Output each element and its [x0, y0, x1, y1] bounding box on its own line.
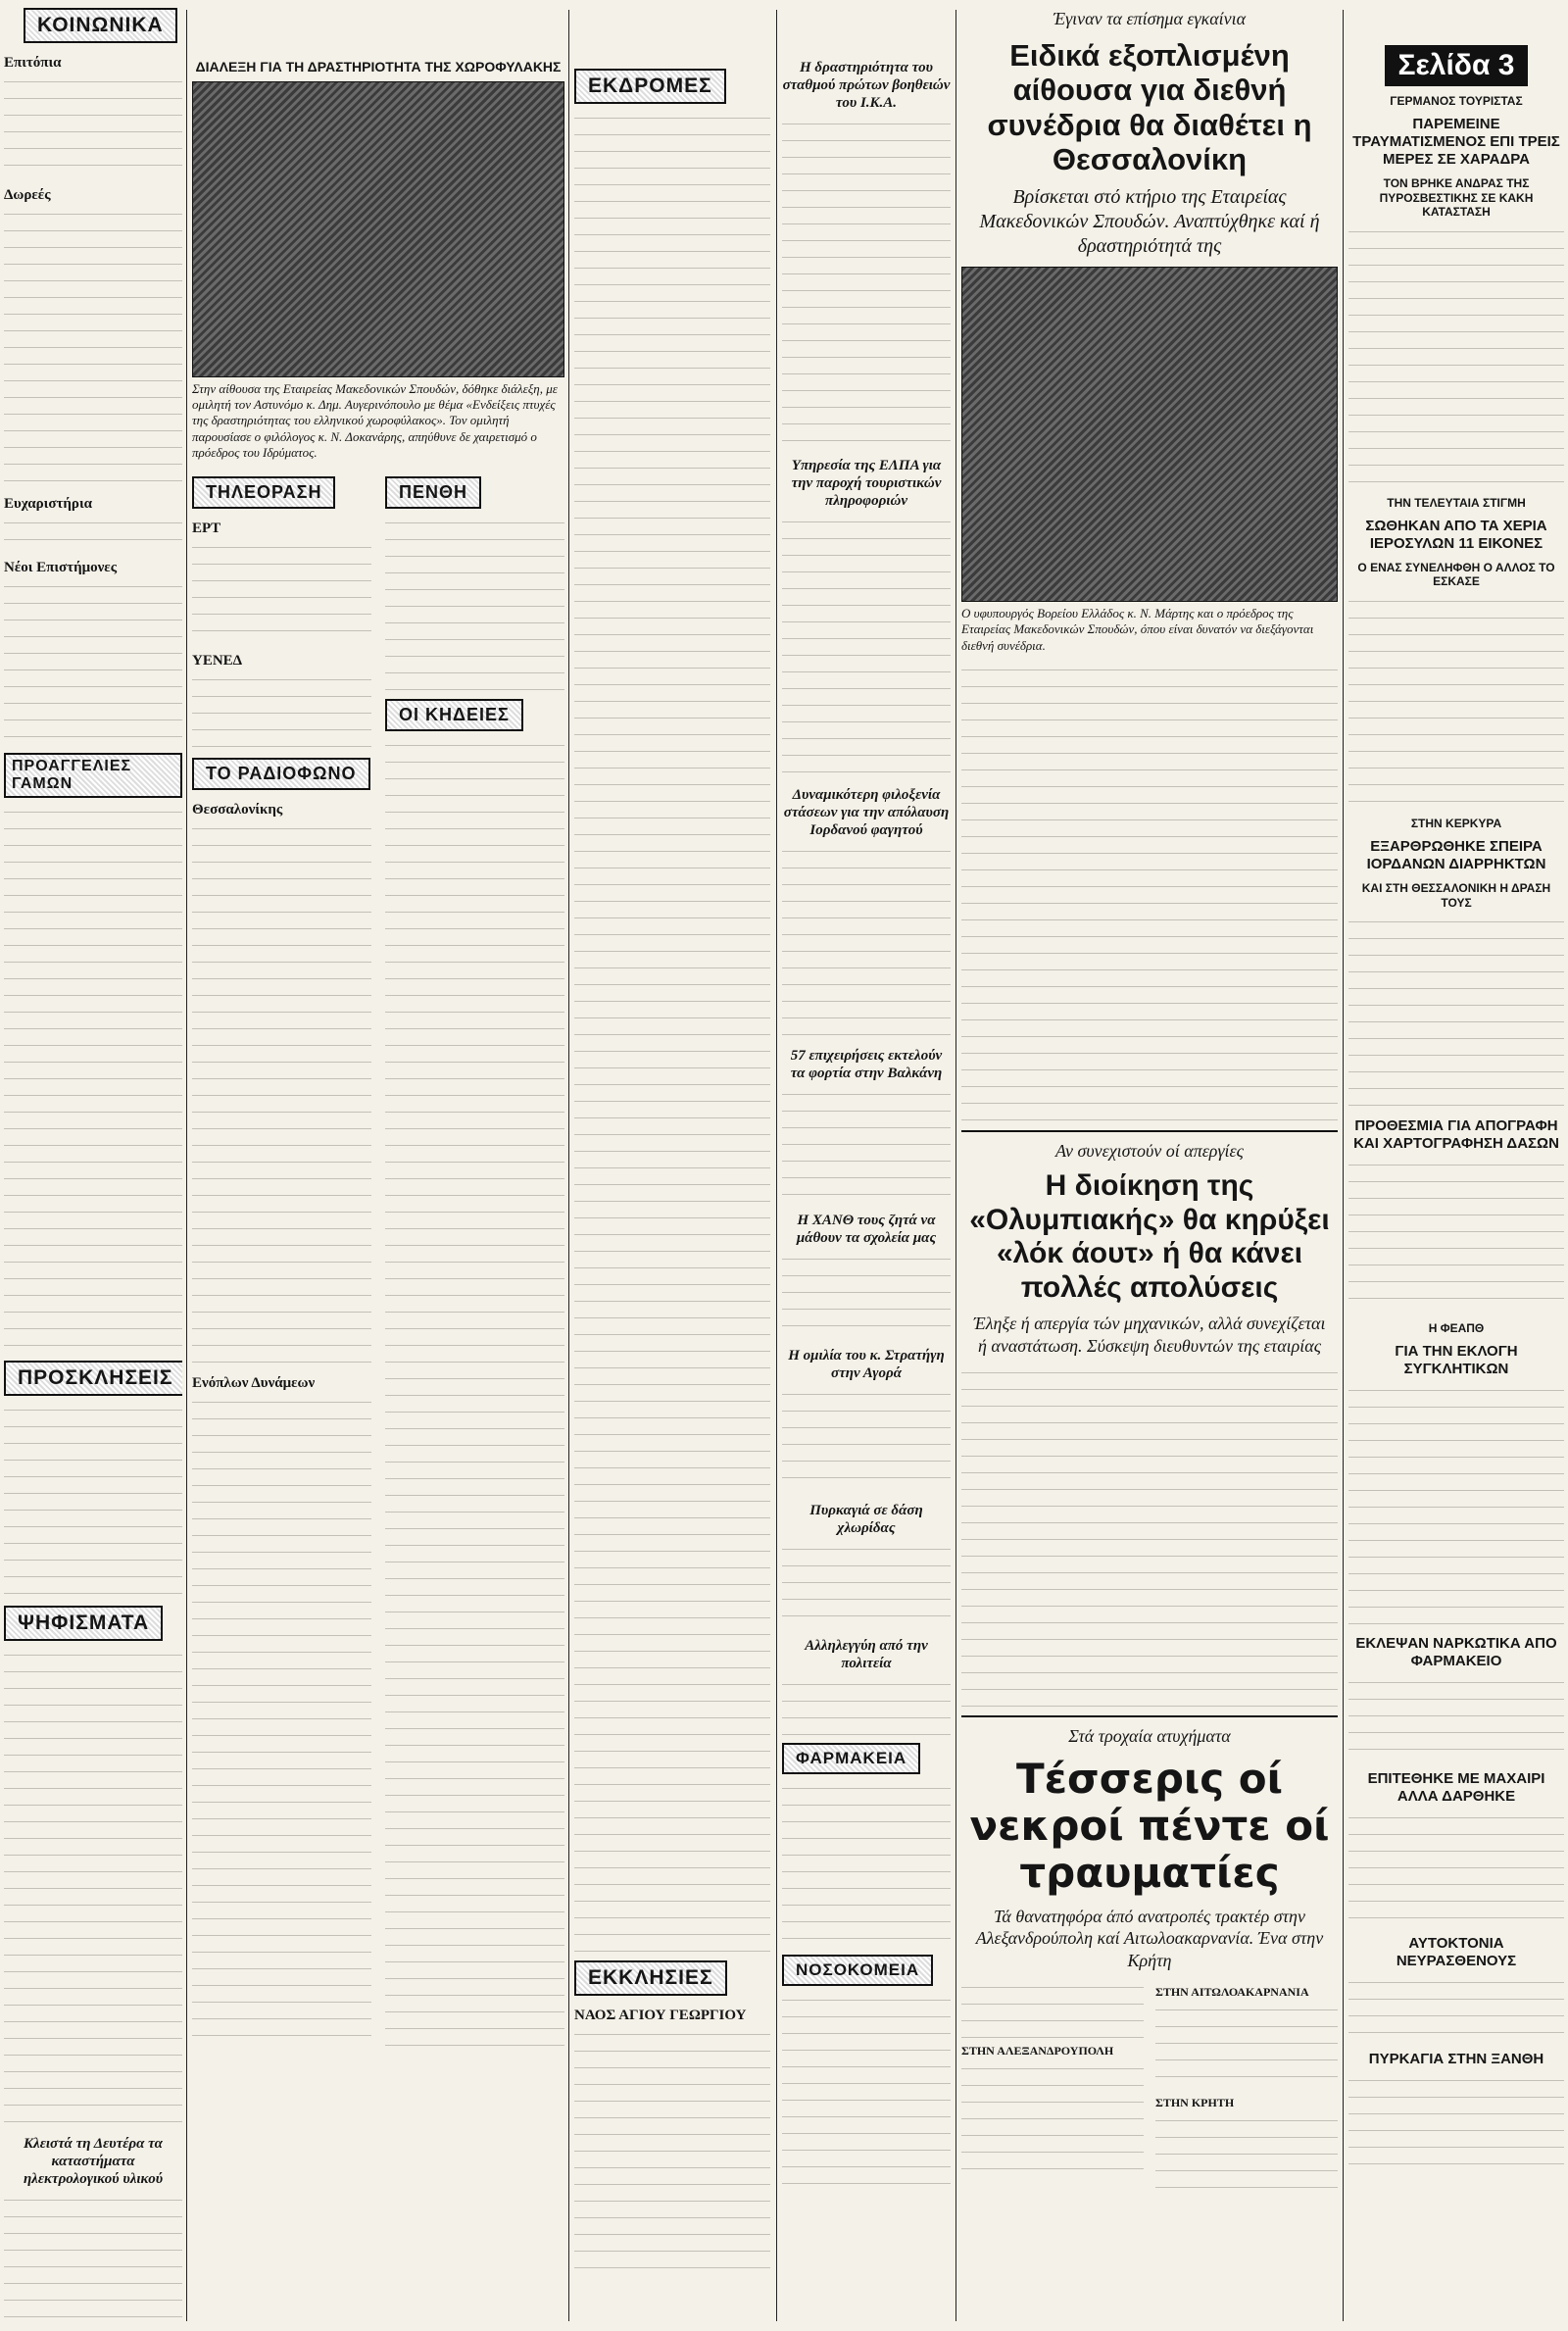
- main-headline: Ειδικά εξοπλισμένη αίθουσα για διεθνή συνέδρια θα διαθέτει η Θεσσαλονίκη: [987, 37, 1312, 177]
- yened-label: ΥΕΝΕΔ: [192, 653, 243, 670]
- hospital-listing: [782, 1992, 951, 2188]
- column-five: [961, 0, 1338, 2331]
- excursion-listings: [574, 110, 770, 1953]
- article-heading: ΓΙΑ ΤΗΝ ΕΚΛΟΓΗ ΣΥΓΚΛΗΤΙΚΩΝ: [1395, 1343, 1518, 1378]
- accidents-headline: Τέσσερις οί νεκροί πέντε οί τραυματίες: [969, 1754, 1330, 1898]
- article-text: [4, 1402, 182, 1598]
- article-heading: ΠΥΡΚΑΓΙΑ ΣΤΗΝ ΞΑΝΘΗ: [1368, 2051, 1544, 2068]
- article-text: [961, 1979, 1144, 2038]
- article-text: [782, 1386, 951, 1494]
- tv-listing: [192, 539, 371, 647]
- article-text: [4, 578, 182, 745]
- tv-header: ΤΗΛΕΟΡΑΣΗ: [192, 476, 335, 509]
- photo-caption: Ο υφυπουργός Βορείου Ελλάδος κ. Ν. Μάρτης και ο πρόεδρος της Εταιρείας Μακεδονικών Σπουδών, όπου είναι δυνατόν να διεξάγονται διεθνή συνέδρια.: [961, 606, 1314, 653]
- inauguration-photo: [961, 267, 1338, 602]
- main-deck: Βρίσκεται στό κτήριο της Εταιρείας Μακεδονικών Σπουδών. Αναπτύχθηκε καί ή δραστηριότητά της: [979, 186, 1320, 258]
- article-text: [1155, 2112, 1338, 2191]
- radio-listing: [192, 1394, 371, 2041]
- article-heading: Υπηρεσία της ΕΛΠΑ για την παροχή τουριστικών πληροφοριών: [791, 458, 942, 509]
- photo-caption: Στην αίθουσα της Εταιρείας Μακεδονικών Σπουδών, δόθηκε διάλεξη, με ομιλητή τον Αστυνόμο κ. Δημ. Αυγερινόπουλο με θέμα «Ενδείξεις πτυχές της δραστηριότητας του ελληνικού χωροφύλακος». Τον ομιλητή παρουσίασε ο φιλόλογος κ. Ν. Δοκανάρης, απηύθυνε δε χαιρετισμό ο πρόεδρος του Ιδρύματος.: [192, 380, 558, 460]
- article-text: [961, 662, 1338, 1122]
- resolutions-header: ΨΗΦΙΣΜΑΤΑ: [4, 1606, 163, 1641]
- marriage-banner: ΠΡΟΑΓΓΕΛΙΕΣ ΓΑΜΩΝ: [4, 753, 182, 798]
- article-text: [782, 843, 951, 1039]
- article-heading: ΕΠΙΤΕΘΗΚΕ ΜΕ ΜΑΧΑΙΡΙ ΑΛΛΑ ΔΑΡΘΗΚΕ: [1367, 1770, 1545, 1806]
- article-text: [782, 1676, 951, 1735]
- section-subheading: ΣΤΗΝ ΑΙΤΩΛΟΑΚΑΡΝΑΝΙΑ: [1155, 1985, 1309, 2000]
- article-heading: Η ΦΕΑΠΘ: [1428, 1320, 1485, 1335]
- radio-station-label: Θεσσαλονίκης: [192, 802, 283, 818]
- article-text: [1348, 1674, 1564, 1762]
- column-four: [782, 0, 951, 2331]
- article-heading: Η ΧΑΝΘ τους ζητά να μάθουν τα σχολεία μας: [796, 1213, 937, 1246]
- divider: [961, 1130, 1338, 1132]
- church-text: [574, 2026, 770, 2271]
- hospitals-header: ΝΟΣΟΚΟΜΕΙΑ: [782, 1955, 933, 1986]
- ert-label: ΕΡΤ: [192, 521, 221, 537]
- article-text: [4, 206, 182, 490]
- mourning-header: ΠΕΝΘΗ: [385, 476, 481, 509]
- lecture-hall-photo: [192, 81, 564, 377]
- article-text: [4, 804, 182, 1353]
- article-text: [782, 1086, 951, 1204]
- section-subheading: Δωρεές: [4, 187, 51, 203]
- article-text: [961, 2060, 1144, 2178]
- article-heading: Η δραστηριότητα του σταθμού πρώτων βοηθειών του Ι.Κ.Α.: [782, 60, 951, 111]
- article-text: [1155, 2002, 1338, 2090]
- article-text: [1348, 1810, 1564, 1927]
- column-two: [192, 0, 564, 2331]
- accidents-deck: Τά θανατηφόρα άπό ανατροπές τρακτέρ στην Αλεξανδρούπολη καί Αιτωλοακαρνανία. Ένα στην Κρήτη: [975, 1906, 1324, 1970]
- article-text: [1348, 1157, 1564, 1314]
- section-subheading: Νέοι Επιστήμονες: [4, 560, 118, 575]
- pharmacy-header: ΦΑΡΜΑΚΕΙΑ: [782, 1743, 920, 1774]
- article-heading: ΓΕΡΜΑΝΟΣ ΤΟΥΡΙΣΤΑΣ: [1390, 94, 1523, 108]
- article-text: [1348, 1382, 1564, 1627]
- radio-listing: [192, 820, 371, 1369]
- tv-listing: [192, 671, 371, 750]
- article-text: [4, 515, 182, 554]
- radio-station-label: Ενόπλων Δυνάμεων: [192, 1375, 316, 1392]
- article-heading: ΣΤΗΝ ΚΕΡΚΥΡΑ: [1410, 816, 1502, 830]
- article-text: [4, 74, 182, 181]
- invitations-header: ΠΡΟΣΚΛΗΣΕΙΣ: [4, 1361, 182, 1396]
- section-subheading: Ευχαριστήρια: [4, 496, 92, 512]
- article-text: [1348, 914, 1564, 1110]
- divider: [961, 1715, 1338, 1717]
- article-heading: Ο ΕΝΑΣ ΣΥΝΕΛΗΦΘΗ Ο ΑΛΛΟΣ ΤΟ ΕΣΚΑΣΕ: [1357, 560, 1555, 589]
- article-heading: 57 επιχειρήσεις εκτελούν τα φορτία στην Βαλκάνη: [790, 1048, 943, 1081]
- article-text: [4, 2192, 182, 2331]
- funerals-header: ΟΙ ΚΗΔΕΙΕΣ: [385, 699, 523, 731]
- left-column: [4, 0, 182, 2331]
- article-heading: ΑΥΤΟΚΤΟΝΙΑ ΝΕΥΡΑΣΘΕΝΟΥΣ: [1396, 1935, 1517, 1970]
- funeral-notices: [385, 737, 564, 2060]
- column-six: [1348, 0, 1564, 2331]
- article-text: [782, 1541, 951, 1629]
- article-heading: ΕΚΛΕΨΑΝ ΝΑΡΚΩΤΙΚΑ ΑΠΟ ΦΑΡΜΑΚΕΙΟ: [1355, 1635, 1557, 1670]
- article-heading: ΤΟΝ ΒΡΗΚΕ ΑΝΔΡΑΣ ΤΗΣ ΠΥΡΟΣΒΕΣΤΙΚΗΣ ΣΕ ΚΑΚΗ ΚΑΤΑΣΤΑΣΗ: [1379, 176, 1534, 220]
- section-subheading: ΣΤΗΝ ΚΡΗΤΗ: [1155, 2096, 1235, 2110]
- article-heading: Κλειστά τη Δευτέρα τα καταστήματα ηλεκτρολογικού υλικού: [23, 2136, 164, 2187]
- churches-header: ΕΚΚΛΗΣΙΕΣ: [574, 1960, 727, 1996]
- article-heading: Η ομιλία του κ. Στρατήγη στην Αγορά: [788, 1348, 945, 1381]
- obituary-text: [385, 515, 564, 691]
- story-kicker: Στά τροχαία ατυχήματα: [1068, 1726, 1231, 1747]
- article-text: [782, 116, 951, 449]
- article-heading: ΠΡΟΘΕΣΜΙΑ ΓΙΑ ΑΠΟΓΡΑΦΗ ΚΑΙ ΧΑΡΤΟΓΡΑΦΗΣΗ ΔΑΣΩΝ: [1353, 1116, 1559, 1152]
- article-heading: ΕΞΑΡΘΡΩΘΗΚΕ ΣΠΕΙΡΑ ΙΟΡΔΑΝΩΝ ΔΙΑΡΡΗΚΤΩΝ: [1366, 838, 1546, 873]
- column-three: [574, 0, 770, 2331]
- story-kicker: Έγιναν τα επίσημα εγκαίνια: [1053, 9, 1247, 28]
- page-number-badge: Σελίδα 3: [1385, 45, 1529, 86]
- article-text: [782, 1251, 951, 1339]
- article-heading: ΤΗΝ ΤΕΛΕΥΤΑΙΑ ΣΤΙΓΜΗ: [1387, 495, 1526, 510]
- article-heading: Δυναμικότερη φιλοξενία στάσεων για την απόλαυση Ιορδανού φαγητού: [783, 787, 950, 838]
- article-text: [782, 514, 951, 778]
- pharmacy-listing: [782, 1780, 951, 1947]
- article-heading: ΠΑΡΕΜΕΙΝΕ ΤΡΑΥΜΑΤΙΣΜΕΝΟΣ ΕΠΙ ΤΡΕΙΣ ΜΕΡΕΣ ΣΕ ΧΑΡΑΔΡΑ: [1352, 116, 1560, 169]
- article-heading: ΚΑΙ ΣΤΗ ΘΕΣΣΑΛΟΝΙΚΗ Η ΔΡΑΣΗ ΤΟΥΣ: [1361, 881, 1551, 910]
- article-text: [961, 1364, 1338, 1708]
- article-heading: ΣΩΘΗΚΑΝ ΑΠΟ ΤΑ ΧΕΡΙΑ ΙΕΡΟΣΥΛΩΝ 11 ΕΙΚΟΝΕΣ: [1365, 517, 1547, 552]
- section-subheading: ΣΤΗΝ ΑΛΕΞΑΝΔΡΟΥΠΟΛΗ: [961, 2044, 1114, 2058]
- story-kicker: Αν συνεχιστούν οί απεργίες: [1055, 1140, 1244, 1161]
- church-name: ΝΑΟΣ ΑΓΙΟΥ ΓΕΩΡΓΙΟΥ: [574, 2008, 747, 2023]
- article-text: [1348, 2072, 1564, 2170]
- olympic-headline: Η διοίκηση της «Ολυμπιακής» θα κηρύξει «λόκ άουτ» ή θα κάνει πολλές απολύσεις: [969, 1169, 1330, 1304]
- article-text: [1348, 223, 1564, 488]
- article-text: [1348, 593, 1564, 809]
- article-heading: Πυρκαγιά σε δάση χλωρίδας: [809, 1503, 923, 1536]
- olympic-deck: Έληξε ή απεργία τών μηχανικών, αλλά συνεχίζεται ή αναστάτωση. Σύσκεψη διευθυντών της εταιρίας: [973, 1314, 1326, 1356]
- article-text: [1348, 1974, 1564, 2043]
- article-text: [4, 1647, 182, 2127]
- excursions-header: ΕΚΔΡΟΜΕΣ: [574, 69, 726, 104]
- article-heading: Αλληλεγγύη από την πολιτεία: [805, 1638, 928, 1671]
- radio-header: ΤΟ ΡΑΔΙΟΦΩΝΟ: [192, 758, 370, 790]
- photo-title: ΔΙΑΛΕΞΗ ΓΙΑ ΤΗ ΔΡΑΣΤΗΡΙΟΤΗΤΑ ΤΗΣ ΧΩΡΟΦΥΛΑΚΗΣ: [195, 59, 562, 74]
- section-subheading: Επιτόπια: [4, 55, 62, 71]
- society-header: ΚΟΙΝΩΝΙΚΑ: [24, 8, 177, 43]
